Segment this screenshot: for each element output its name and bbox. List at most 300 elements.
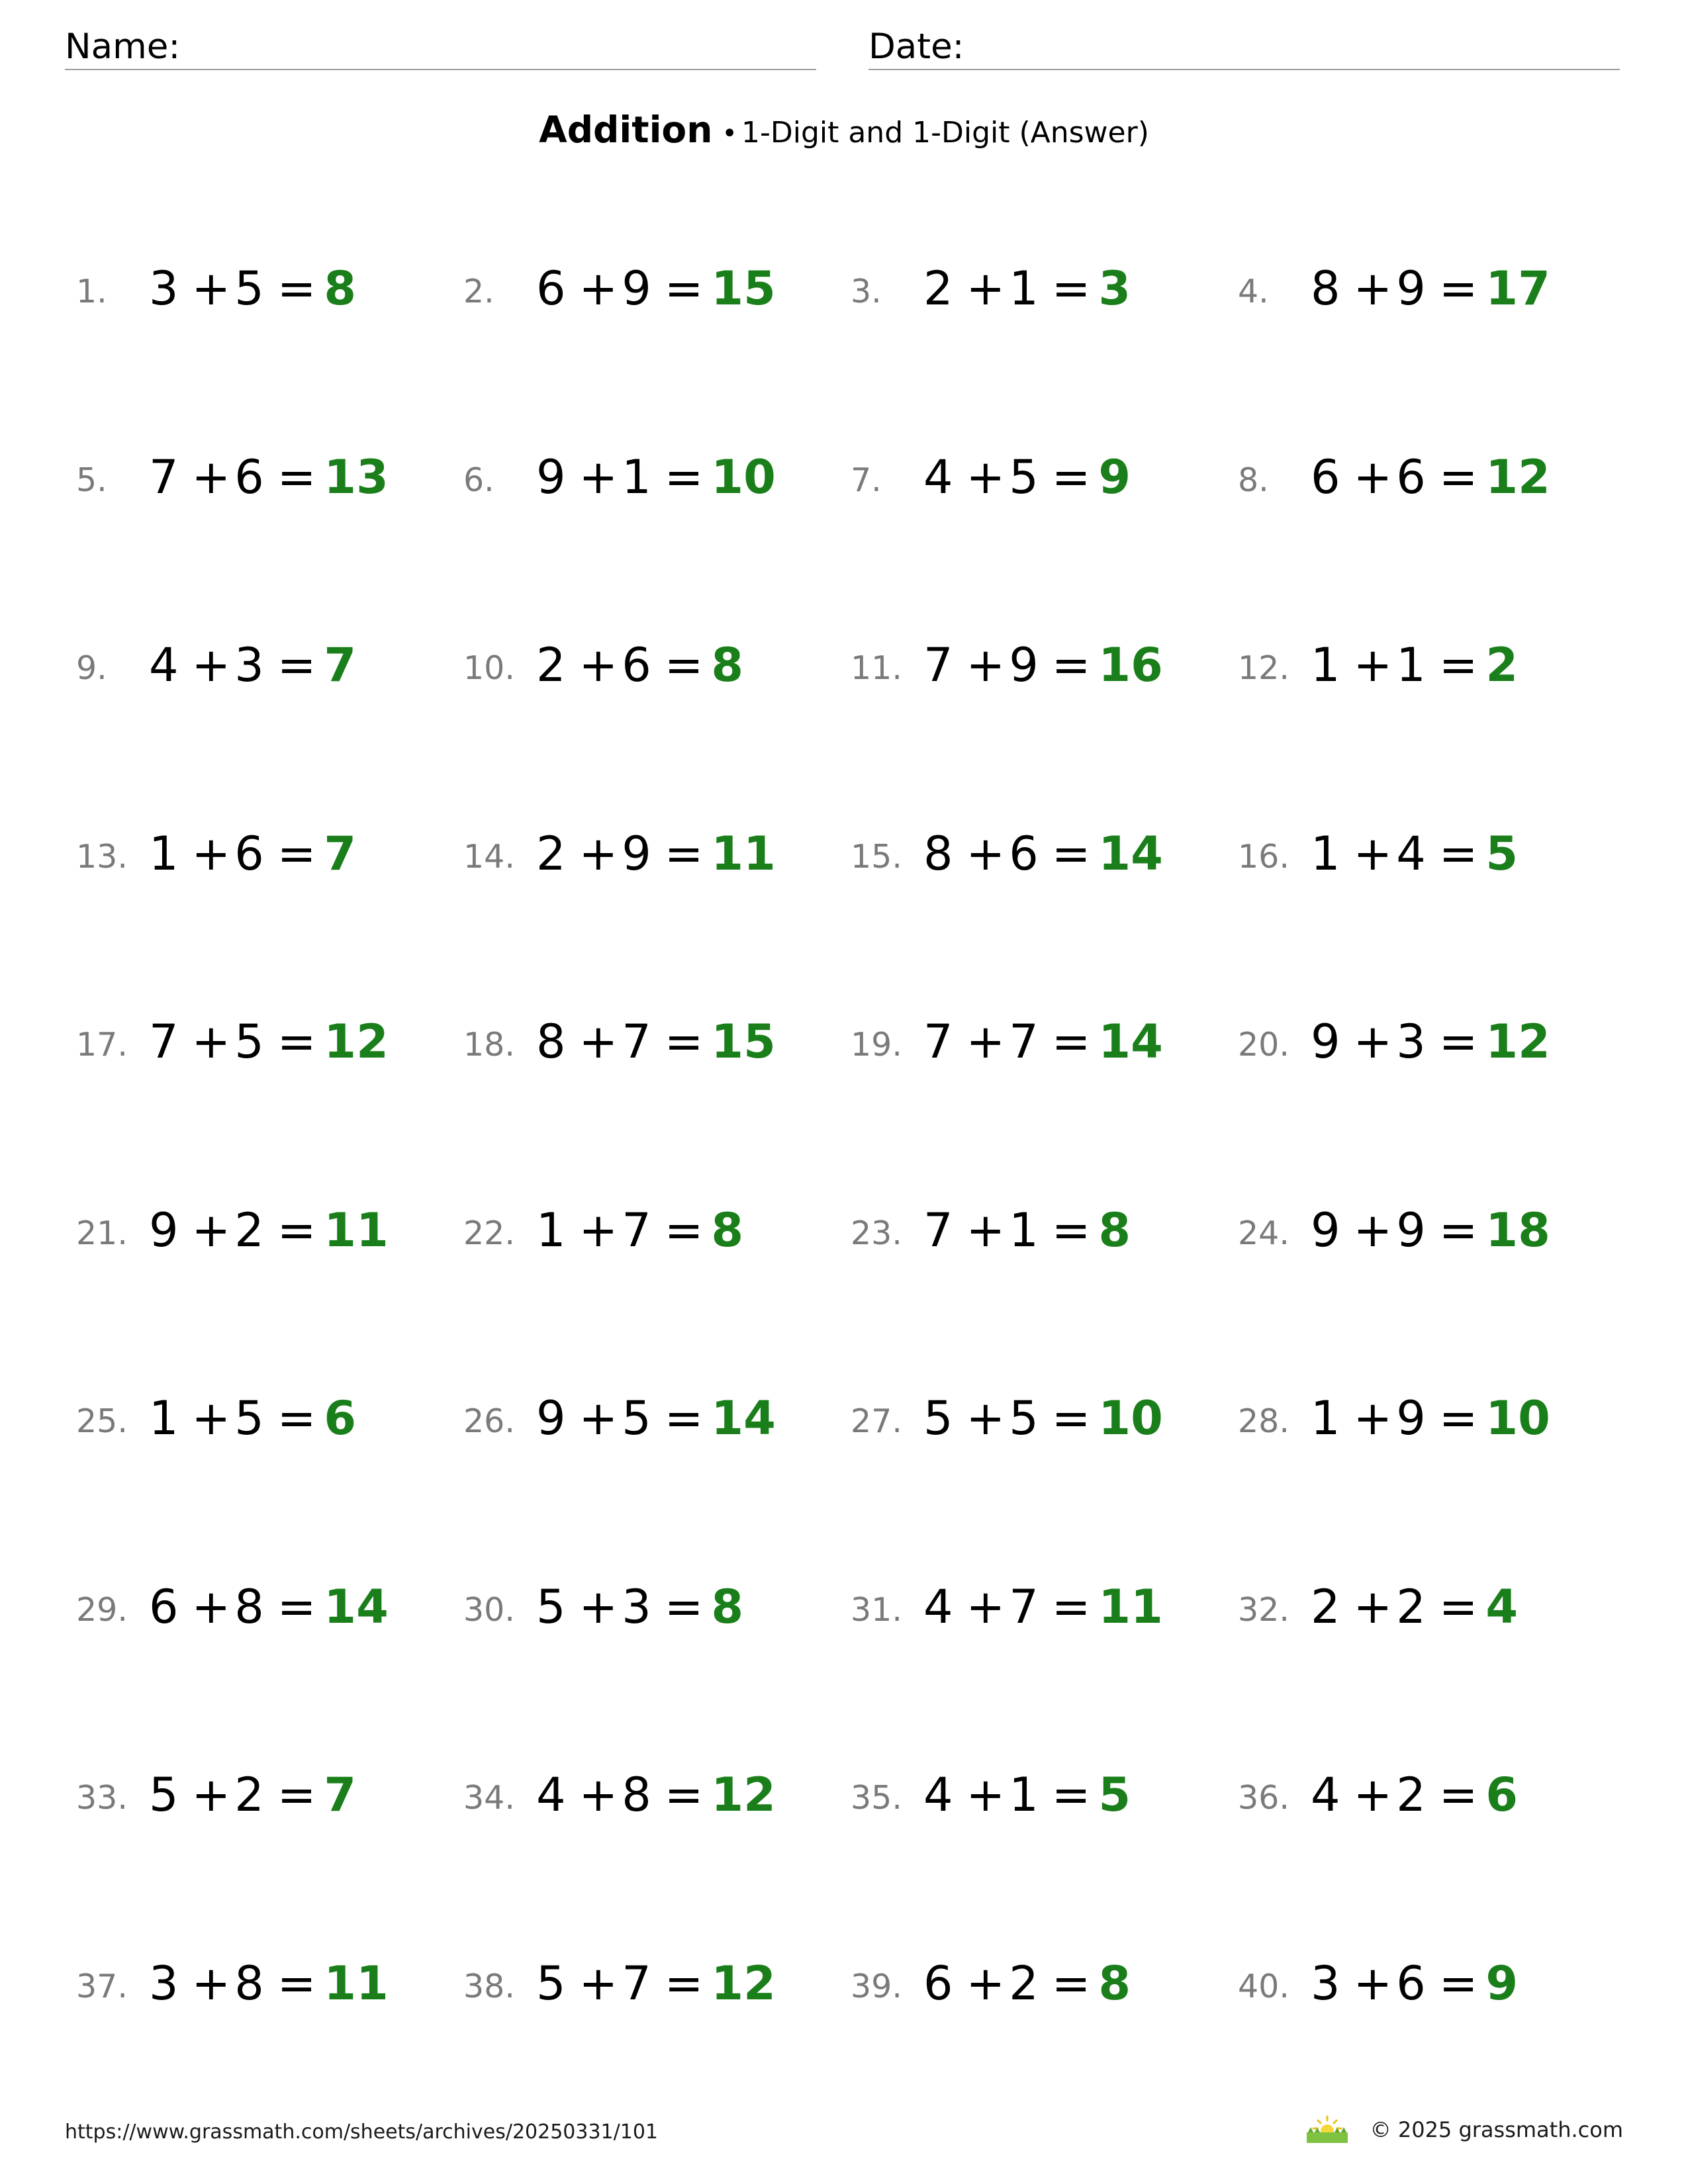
addend-a: 1: [536, 1203, 566, 1257]
plus-sign: +: [191, 1203, 231, 1257]
addend-b: 1: [1009, 1768, 1039, 1822]
problem-equation: [536, 1580, 743, 1634]
plus-sign: +: [1353, 450, 1393, 504]
problem-equation: [536, 450, 776, 504]
plus-sign: +: [966, 1015, 1006, 1069]
addend-b: 3: [234, 638, 264, 692]
addend-a: 6: [1311, 450, 1340, 504]
answer: 8: [1098, 1203, 1131, 1257]
addend-b: 7: [1009, 1580, 1039, 1634]
addend-b: 2: [234, 1768, 264, 1822]
problem-equation: [1311, 261, 1550, 316]
addend-a: 9: [1311, 1203, 1340, 1257]
problem-item: [463, 1391, 834, 1451]
plus-sign: +: [1353, 1203, 1393, 1257]
problem-number: 23.: [851, 1214, 902, 1252]
answer: 6: [1485, 1768, 1519, 1822]
problem-number: 8.: [1238, 461, 1269, 499]
answer: 7: [324, 638, 357, 692]
problem-item: [851, 1015, 1221, 1074]
plus-sign: +: [191, 638, 231, 692]
plus-sign: +: [1353, 638, 1393, 692]
problem-number: 39.: [851, 1968, 902, 2005]
problem-number: 15.: [851, 838, 902, 876]
problem-item: [1238, 1580, 1609, 1639]
addend-a: 7: [923, 1015, 953, 1069]
problem-number: 31.: [851, 1591, 902, 1629]
equals-sign: =: [277, 1391, 316, 1445]
problem-item: [76, 261, 447, 321]
addend-b: 6: [1396, 450, 1426, 504]
addend-a: 8: [1311, 261, 1340, 316]
answer: 9: [1098, 450, 1131, 504]
equals-sign: =: [1438, 1015, 1478, 1069]
problem-equation: [923, 638, 1163, 692]
problem-item: [463, 638, 834, 698]
plus-sign: +: [191, 827, 231, 881]
problem-equation: [923, 1956, 1131, 2011]
equals-sign: =: [1438, 1768, 1478, 1822]
plus-sign: +: [966, 827, 1006, 881]
problem-item: [851, 450, 1221, 510]
problem-equation: [923, 1015, 1163, 1069]
answer: 14: [324, 1580, 389, 1634]
problem-equation: [923, 1203, 1131, 1257]
problem-item: [76, 638, 447, 698]
equals-sign: =: [1438, 1203, 1478, 1257]
problem-number: 24.: [1238, 1214, 1289, 1252]
problem-equation: [536, 261, 776, 316]
problem-equation: [536, 827, 776, 881]
equals-sign: =: [1051, 1768, 1091, 1822]
problem-item: [463, 1203, 834, 1263]
addend-b: 7: [622, 1015, 651, 1069]
footer-brand: [1304, 2115, 1623, 2144]
answer: 4: [1485, 1580, 1519, 1634]
addend-b: 9: [1009, 638, 1039, 692]
problem-number: 38.: [463, 1968, 515, 2005]
equals-sign: =: [277, 1015, 316, 1069]
problem-equation: [1311, 450, 1550, 504]
addend-b: 2: [1396, 1768, 1426, 1822]
problem-number: 30.: [463, 1591, 515, 1629]
answer: 15: [711, 1015, 776, 1069]
equals-sign: =: [664, 1768, 704, 1822]
problem-item: [851, 827, 1221, 886]
answer: 13: [324, 450, 389, 504]
problem-equation: [1311, 1203, 1550, 1257]
equals-sign: =: [1438, 638, 1478, 692]
problem-equation: [149, 261, 356, 316]
problem-item: [1238, 1768, 1609, 1827]
plus-sign: +: [579, 1768, 618, 1822]
addend-b: 9: [622, 261, 651, 316]
answer: 2: [1485, 638, 1519, 692]
addend-b: 6: [1396, 1956, 1426, 2011]
answer: 14: [711, 1391, 776, 1445]
addend-a: 5: [536, 1956, 566, 2011]
equals-sign: =: [1051, 1580, 1091, 1634]
addend-a: 3: [149, 1956, 179, 2011]
addend-b: 6: [234, 450, 264, 504]
problem-number: 25.: [76, 1402, 128, 1440]
problem-number: 27.: [851, 1402, 902, 1440]
addend-b: 3: [622, 1580, 651, 1634]
problem-equation: [536, 1203, 743, 1257]
plus-sign: +: [1353, 1768, 1393, 1822]
title-subtitle: 1-Digit and 1-Digit (Answer): [741, 116, 1149, 150]
addend-b: 8: [622, 1768, 651, 1822]
footer-copyright: © 2025 grassmath.com: [1370, 2117, 1623, 2142]
answer: 5: [1485, 827, 1519, 881]
addend-a: 7: [923, 1203, 953, 1257]
problem-equation: [149, 1580, 389, 1634]
problem-equation: [923, 1768, 1131, 1822]
addend-a: 1: [149, 1391, 179, 1445]
answer: 10: [1485, 1391, 1550, 1445]
addend-b: 6: [234, 827, 264, 881]
addend-b: 9: [1396, 261, 1426, 316]
addend-a: 2: [536, 638, 566, 692]
addend-a: 1: [1311, 1391, 1340, 1445]
plus-sign: +: [191, 1768, 231, 1822]
problem-equation: [149, 450, 389, 504]
addend-a: 2: [1311, 1580, 1340, 1634]
problem-number: 11.: [851, 649, 902, 687]
problem-item: [76, 450, 447, 510]
plus-sign: +: [579, 827, 618, 881]
problem-equation: [536, 1015, 776, 1069]
problem-number: 34.: [463, 1779, 515, 1817]
problem-item: [76, 1391, 447, 1451]
answer: 5: [1098, 1768, 1131, 1822]
problem-equation: [923, 450, 1131, 504]
problem-equation: [536, 1956, 776, 2011]
equals-sign: =: [1438, 450, 1478, 504]
addend-b: 9: [1396, 1203, 1426, 1257]
addend-a: 9: [149, 1203, 179, 1257]
equals-sign: =: [664, 638, 704, 692]
addend-a: 9: [1311, 1015, 1340, 1069]
addend-a: 2: [923, 261, 953, 316]
problem-item: [76, 1956, 447, 2016]
answer: 14: [1098, 1015, 1163, 1069]
addend-a: 6: [149, 1580, 179, 1634]
plus-sign: +: [1353, 1580, 1393, 1634]
problem-number: 1.: [76, 273, 107, 310]
addend-b: 5: [1009, 1391, 1039, 1445]
addend-a: 5: [149, 1768, 179, 1822]
equals-sign: =: [277, 261, 316, 316]
addend-b: 1: [1009, 1203, 1039, 1257]
equals-sign: =: [1051, 1391, 1091, 1445]
problem-equation: [149, 1768, 356, 1822]
plus-sign: +: [966, 1391, 1006, 1445]
problem-number: 35.: [851, 1779, 902, 1817]
sun-over-grass-icon: [1304, 2115, 1350, 2144]
answer: 8: [1098, 1956, 1131, 2011]
answer: 3: [1098, 261, 1131, 316]
problem-equation: [923, 1580, 1163, 1634]
plus-sign: +: [191, 1956, 231, 2011]
answer: 16: [1098, 638, 1163, 692]
equals-sign: =: [664, 1580, 704, 1634]
title-main: Addition: [539, 109, 713, 151]
problem-equation: [1311, 1768, 1518, 1822]
problem-equation: [1311, 638, 1518, 692]
addend-a: 3: [149, 261, 179, 316]
problem-equation: [1311, 1015, 1550, 1069]
problem-item: [851, 638, 1221, 698]
plus-sign: +: [579, 638, 618, 692]
problem-item: [1238, 1391, 1609, 1451]
equals-sign: =: [277, 1203, 316, 1257]
problem-item: [463, 1580, 834, 1639]
plus-sign: +: [966, 1580, 1006, 1634]
addend-b: 8: [234, 1580, 264, 1634]
problem-item: [851, 1768, 1221, 1827]
equals-sign: =: [1051, 261, 1091, 316]
problem-equation: [923, 1391, 1163, 1445]
addend-a: 4: [923, 1580, 953, 1634]
equals-sign: =: [277, 450, 316, 504]
equals-sign: =: [277, 1956, 316, 2011]
addend-b: 9: [622, 827, 651, 881]
problem-number: 26.: [463, 1402, 515, 1440]
plus-sign: +: [579, 261, 618, 316]
addend-b: 8: [234, 1956, 264, 2011]
addend-b: 4: [1396, 827, 1426, 881]
problem-number: 20.: [1238, 1026, 1289, 1064]
answer: 11: [711, 827, 776, 881]
addend-a: 1: [1311, 827, 1340, 881]
answer: 12: [1485, 450, 1550, 504]
problem-item: [851, 1391, 1221, 1451]
footer-url: https://www.grassmath.com/sheets/archives/20250331/101: [65, 2120, 659, 2144]
title-separator: •: [722, 118, 737, 149]
answer: 12: [324, 1015, 389, 1069]
equals-sign: =: [1051, 1956, 1091, 2011]
equals-sign: =: [664, 450, 704, 504]
addend-b: 1: [1396, 638, 1426, 692]
addend-b: 5: [234, 1391, 264, 1445]
equals-sign: =: [277, 638, 316, 692]
plus-sign: +: [966, 638, 1006, 692]
problem-equation: [923, 827, 1163, 881]
addend-a: 1: [1311, 638, 1340, 692]
problem-number: 21.: [76, 1214, 128, 1252]
addend-b: 9: [1396, 1391, 1426, 1445]
addend-b: 1: [622, 450, 651, 504]
addend-a: 8: [923, 827, 953, 881]
addend-a: 5: [536, 1580, 566, 1634]
plus-sign: +: [966, 1203, 1006, 1257]
plus-sign: +: [966, 261, 1006, 316]
addend-a: 7: [149, 450, 179, 504]
plus-sign: +: [191, 1580, 231, 1634]
equals-sign: =: [1051, 1203, 1091, 1257]
equals-sign: =: [1051, 450, 1091, 504]
problem-equation: [1311, 1580, 1518, 1634]
problem-equation: [1311, 1956, 1518, 2011]
addend-a: 9: [536, 1391, 566, 1445]
addend-b: 5: [234, 261, 264, 316]
problem-number: 28.: [1238, 1402, 1289, 1440]
problem-number: 22.: [463, 1214, 515, 1252]
problem-equation: [149, 1391, 356, 1445]
problem-item: [463, 1015, 834, 1074]
problem-item: [851, 1203, 1221, 1263]
plus-sign: +: [579, 1015, 618, 1069]
problem-item: [851, 1580, 1221, 1639]
addend-a: 6: [536, 261, 566, 316]
problem-equation: [149, 827, 356, 881]
addend-b: 5: [234, 1015, 264, 1069]
problem-number: 13.: [76, 838, 128, 876]
problem-item: [76, 827, 447, 886]
equals-sign: =: [664, 1203, 704, 1257]
addend-a: 5: [923, 1391, 953, 1445]
answer: 12: [1485, 1015, 1550, 1069]
addend-b: 7: [1009, 1015, 1039, 1069]
problem-equation: [149, 1203, 389, 1257]
problem-item: [1238, 638, 1609, 698]
answer: 7: [324, 1768, 357, 1822]
equals-sign: =: [664, 827, 704, 881]
problem-item: [463, 827, 834, 886]
problem-number: 6.: [463, 461, 494, 499]
name-label: Name:: [65, 26, 181, 67]
problem-number: 29.: [76, 1591, 128, 1629]
problem-item: [1238, 450, 1609, 510]
addend-b: 6: [1009, 827, 1039, 881]
addend-a: 4: [1311, 1768, 1340, 1822]
plus-sign: +: [579, 1391, 618, 1445]
addend-b: 1: [1009, 261, 1039, 316]
problem-equation: [536, 1768, 776, 1822]
addend-a: 3: [1311, 1956, 1340, 2011]
problem-number: 9.: [76, 649, 107, 687]
plus-sign: +: [966, 450, 1006, 504]
plus-sign: +: [1353, 827, 1393, 881]
problem-equation: [923, 261, 1131, 316]
problem-number: 32.: [1238, 1591, 1289, 1629]
problem-equation: [536, 638, 743, 692]
addend-a: 4: [923, 1768, 953, 1822]
answer: 11: [1098, 1580, 1163, 1634]
answer: 8: [711, 638, 744, 692]
addend-a: 8: [536, 1015, 566, 1069]
problem-number: 4.: [1238, 273, 1269, 310]
answer: 11: [324, 1203, 389, 1257]
problem-number: 18.: [463, 1026, 515, 1064]
problem-number: 33.: [76, 1779, 128, 1817]
answer: 14: [1098, 827, 1163, 881]
problem-number: 14.: [463, 838, 515, 876]
addend-a: 4: [923, 450, 953, 504]
equals-sign: =: [1438, 1956, 1478, 2011]
addend-b: 3: [1396, 1015, 1426, 1069]
problem-number: 37.: [76, 1968, 128, 2005]
equals-sign: =: [664, 1956, 704, 2011]
addend-b: 6: [622, 638, 651, 692]
plus-sign: +: [579, 1580, 618, 1634]
problem-number: 17.: [76, 1026, 128, 1064]
addend-b: 2: [1009, 1956, 1039, 2011]
plus-sign: +: [191, 450, 231, 504]
problem-equation: [149, 1015, 389, 1069]
problem-number: 5.: [76, 461, 107, 499]
equals-sign: =: [1051, 1015, 1091, 1069]
problem-item: [1238, 1203, 1609, 1263]
problem-number: 2.: [463, 273, 494, 310]
answer: 8: [711, 1580, 744, 1634]
answer: 8: [324, 261, 357, 316]
answer: 12: [711, 1768, 776, 1822]
problem-equation: [149, 638, 356, 692]
problem-number: 10.: [463, 649, 515, 687]
problem-item: [76, 1203, 447, 1263]
plus-sign: +: [1353, 261, 1393, 316]
problem-equation: [1311, 1391, 1550, 1445]
problem-number: 19.: [851, 1026, 902, 1064]
problem-equation: [1311, 827, 1518, 881]
answer: 10: [1098, 1391, 1163, 1445]
equals-sign: =: [277, 827, 316, 881]
problem-number: 16.: [1238, 838, 1289, 876]
problem-item: [463, 1956, 834, 2016]
addend-a: 4: [149, 638, 179, 692]
equals-sign: =: [1051, 827, 1091, 881]
problem-number: 12.: [1238, 649, 1289, 687]
answer: 11: [324, 1956, 389, 2011]
equals-sign: =: [1438, 261, 1478, 316]
plus-sign: +: [191, 1391, 231, 1445]
answer: 12: [711, 1956, 776, 2011]
addend-a: 4: [536, 1768, 566, 1822]
addend-a: 2: [536, 827, 566, 881]
equals-sign: =: [277, 1768, 316, 1822]
problem-item: [463, 450, 834, 510]
addend-b: 2: [1396, 1580, 1426, 1634]
problem-number: 3.: [851, 273, 882, 310]
answer: 9: [1485, 1956, 1519, 2011]
problem-number: 40.: [1238, 1968, 1289, 2005]
plus-sign: +: [191, 1015, 231, 1069]
problem-item: [463, 261, 834, 321]
plus-sign: +: [579, 450, 618, 504]
addend-b: 5: [1009, 450, 1039, 504]
problem-item: [1238, 1015, 1609, 1074]
answer: 6: [324, 1391, 357, 1445]
problem-equation: [149, 1956, 389, 2011]
equals-sign: =: [277, 1580, 316, 1634]
addend-b: 7: [622, 1956, 651, 2011]
answer: 17: [1485, 261, 1550, 316]
problem-item: [76, 1768, 447, 1827]
problem-item: [851, 1956, 1221, 2016]
plus-sign: +: [1353, 1015, 1393, 1069]
equals-sign: =: [1438, 1391, 1478, 1445]
plus-sign: +: [579, 1956, 618, 2011]
problem-number: 36.: [1238, 1779, 1289, 1817]
answer: 7: [324, 827, 357, 881]
addend-a: 6: [923, 1956, 953, 2011]
answer: 18: [1485, 1203, 1550, 1257]
addend-a: 7: [149, 1015, 179, 1069]
date-label: Date:: [868, 26, 964, 67]
equals-sign: =: [664, 261, 704, 316]
